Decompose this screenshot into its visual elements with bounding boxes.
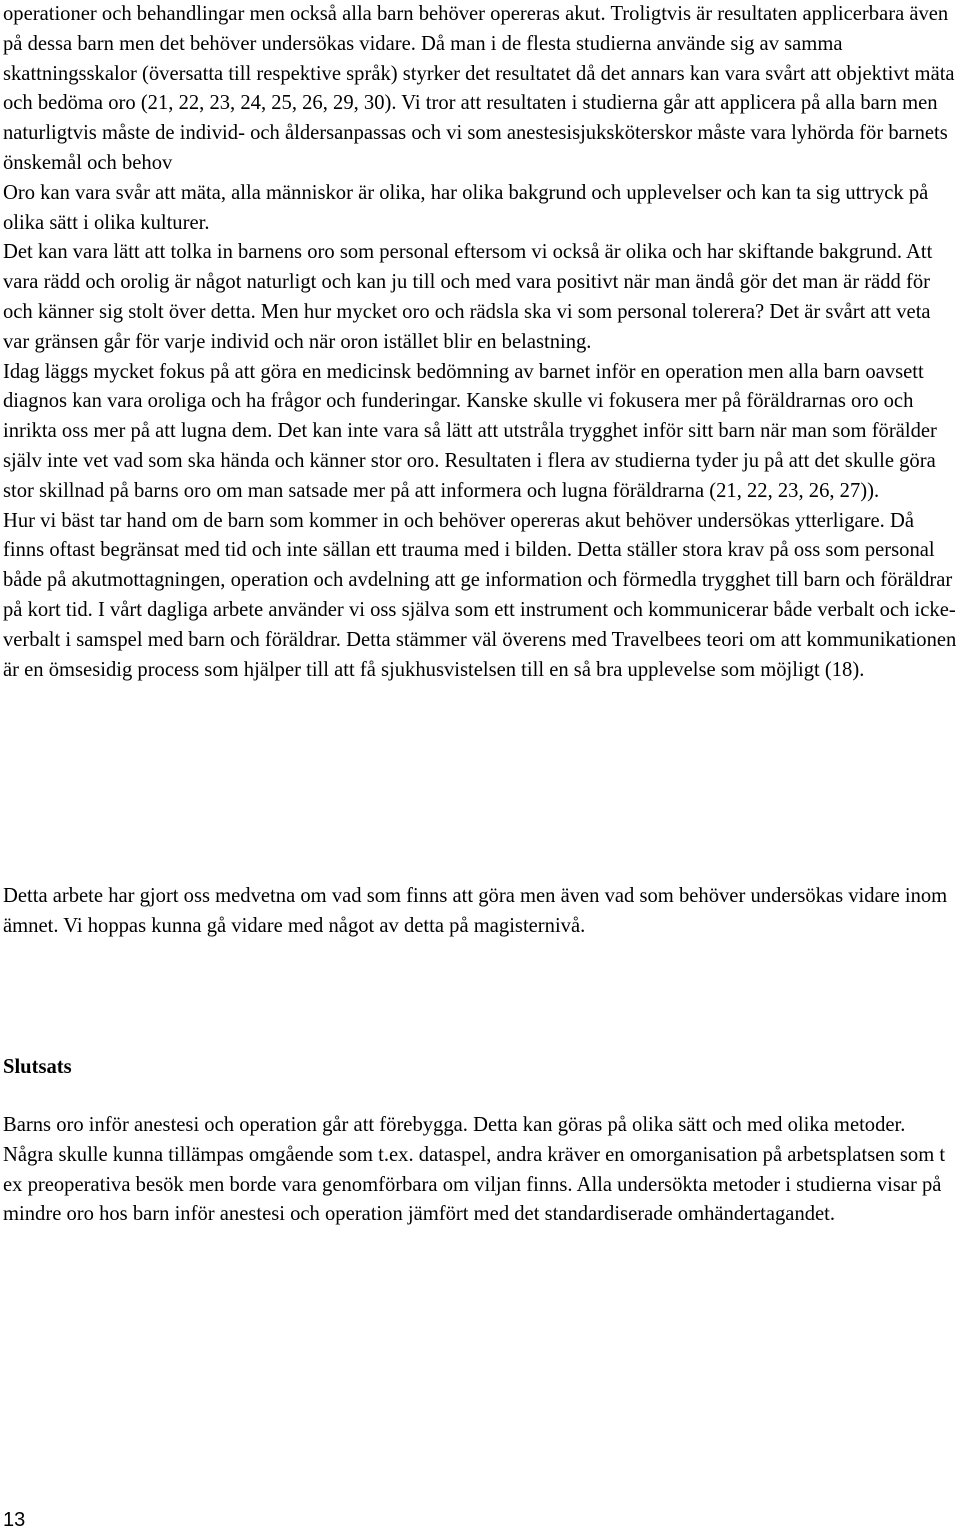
paragraph-acute-surgery: Hur vi bäst tar hand om de barn som kommer in och behöver opereras akut behöver undersökas ytterligare. Då finns oftast begränsat med tid och inte sällan ett trauma med i bilden. Detta ställer stora krav på oss som personal både på akutmottagningen, operation och avdelning att ge information och förmedla trygghet till barn och föräldrar på kort tid. I vårt dagliga arbete använder vi oss själva som ett instrument och kommunicerar både verbalt och icke-verbalt i samspel med barn och föräldrar. Detta stämmer väl överens med Travelbees teori om att kommunikationen är en ömsesidig process som hjälper till att få sjukhusvistelsen till en så bra upplevelse som möjligt (18).: [3, 509, 957, 681]
page-number: 13: [3, 1509, 26, 1531]
conclusion-heading: Slutsats: [3, 1056, 72, 1078]
discussion-section: [3, 0, 958, 685]
closing-section: [3, 882, 958, 942]
conclusion-section: [3, 1111, 958, 1230]
paragraph-anxiety-measure: Oro kan vara svår att mäta, alla människor är olika, har olika bakgrund och upplevelser och kan ta sig uttryck på olika sätt i olika kulturer.: [3, 181, 929, 234]
paragraph-closing: Detta arbete har gjort oss medvetna om vad som finns att göra men även vad som behöver undersökas vidare inom ämnet. Vi hoppas kunna gå vidare med något av detta på magisternivå.: [3, 885, 948, 937]
paragraph-medical-focus: Idag läggs mycket fokus på att göra en medicinsk bedömning av barnet inför en operation men alla barn oavsett diagnos kan vara oroliga och ha frågor och funderingar. Kanske skulle vi fokusera mer på föräldrarnas oro och inrikta oss mer på att lugna dem. Det kan inte vara så lätt att utstråla trygghet inför sitt barn när man som förälder själv inte vet vad som ska hända och känner stor oro. Resultaten i flera av studierna tyder ju på att det skulle göra stor skillnad på barns oro om man satsade mer på att informera och lugna föräldrarna (21, 22, 23, 26, 27)).: [3, 360, 937, 502]
paragraph-conclusion: Barns oro inför anestesi och operation går att förebygga. Detta kan göras på olika sätt och med olika metoder. Några skulle kunna tillämpas omgående som t.ex. dataspel, andra kräver en omorganisation på arbetsplatsen som t ex preoperativa besök men borde vara genomförbara om viljan finns. Alla undersökta metoder i studierna visar på mindre oro hos barn inför anestesi och operation jämfört med det standardiserade omhändertagandet.: [3, 1114, 946, 1226]
paragraph-intro: operationer och behandlingar men också alla barn behöver opereras akut. Troligtvis är resultaten applicerbara även på dessa barn men det behöver undersökas vidare. Då man i de flesta studierna använde sig av samma skattningsskalor (översatta till respektive språk) styrker det resultatet då det annars kan vara svårt att objektivt mäta och bedöma oro (21, 22, 23, 24, 25, 26, 29, 30). Vi tror att resultaten i studierna går att applicera på alla barn men naturligtvis måste de individ- och åldersanpassas och vi som anestesisjuksköterskor måste vara lyhörda för barnets önskemål och behov: [3, 3, 955, 174]
paragraph-staff-interpretation: Det kan vara lätt att tolka in barnens oro som personal eftersom vi också är olika och har skiftande bakgrund. Att vara rädd och orolig är något naturligt och kan ju till och med vara positivt när man ändå gör det man är rädd för och känner sig stolt över detta. Men hur mycket oro och rädsla ska vi som personal tolerera? Det är svårt att veta var gränsen går för varje individ och när oron istället blir en belastning.: [3, 241, 933, 353]
